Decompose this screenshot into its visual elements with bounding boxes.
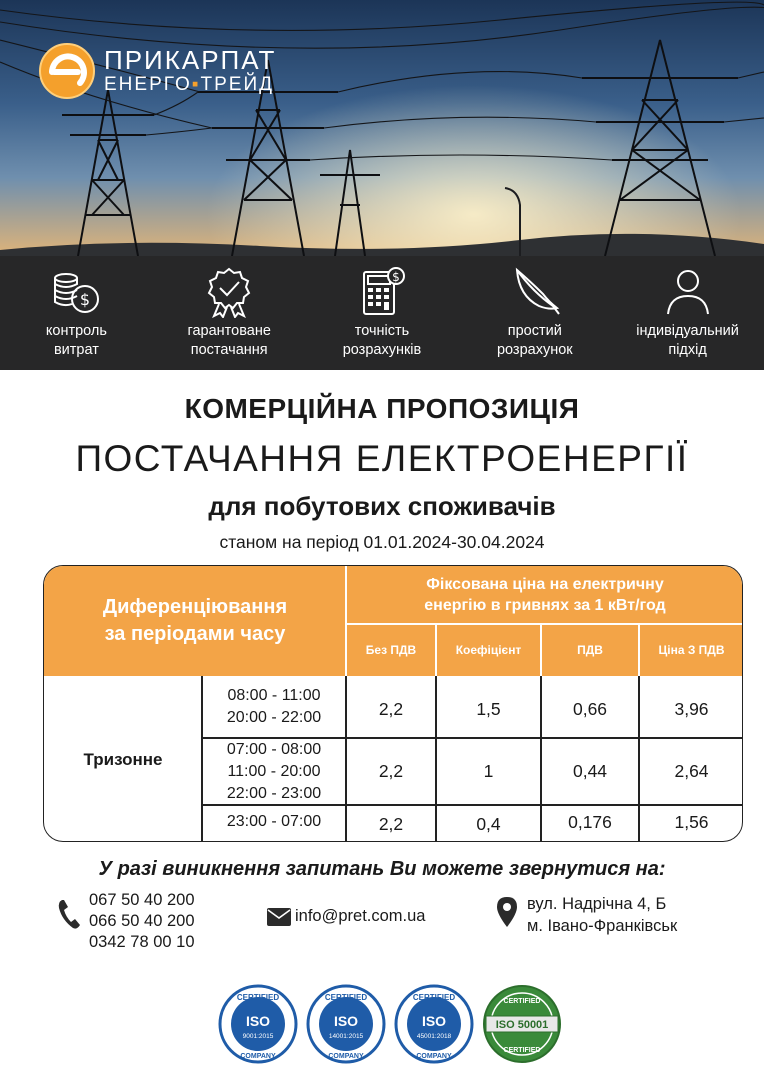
brand-logo[interactable] xyxy=(38,42,276,100)
contact-heading: У разі виникнення запитань Ви можете звернутися на: xyxy=(98,858,666,880)
phone-list xyxy=(89,890,195,953)
phone-number[interactable]: 0342 78 00 10 xyxy=(89,933,195,951)
benefits-bar xyxy=(0,256,764,370)
phone-block xyxy=(57,890,195,953)
price-with-vat: 3,96 xyxy=(674,698,709,719)
benefit-label: простий розрахунок xyxy=(496,323,573,358)
cert-code: 45001:2018 xyxy=(416,1033,452,1040)
benefit-cost-control xyxy=(0,256,153,370)
column-header: Без ПДВ xyxy=(346,624,436,676)
person-icon xyxy=(662,266,714,318)
benefit-simple-calc xyxy=(458,256,611,370)
price-no-vat: 2,2 xyxy=(378,761,404,781)
divider xyxy=(638,624,640,676)
guarantee-badge-icon xyxy=(203,266,255,318)
column-header: Ціна З ПДВ xyxy=(639,624,743,676)
cert-mark: ISO xyxy=(245,1013,271,1029)
iso-14001-badge xyxy=(306,984,386,1064)
price-no-vat: 2,2 xyxy=(378,698,404,719)
iso-50001-badge xyxy=(482,984,562,1064)
email-block xyxy=(267,907,425,926)
phone-icon xyxy=(57,898,81,930)
offer-audience: для побутових споживачів xyxy=(208,491,556,521)
address-city: м. Івано-Франківськ xyxy=(527,917,678,935)
certificate-badges xyxy=(218,984,562,1064)
benefit-guaranteed-supply xyxy=(153,256,306,370)
address-block xyxy=(497,893,677,937)
divider xyxy=(435,624,437,676)
cert-mark: ISO 50001 xyxy=(495,1019,549,1031)
hero-banner xyxy=(0,0,764,370)
price-with-vat: 2,64 xyxy=(674,761,709,781)
coefficient: 0,4 xyxy=(476,813,501,834)
price-no-vat: 2,2 xyxy=(378,813,404,834)
cert-bottom-text: CERTIFIED xyxy=(503,1047,541,1054)
benefit-label: контроль витрат xyxy=(45,323,107,358)
benefit-label: індивідуальний підхід xyxy=(636,323,739,358)
brand-name-line2 xyxy=(104,74,276,96)
benefit-calc-accuracy xyxy=(306,256,459,370)
time-range: 08:00 - 11:00 20:00 - 22:00 xyxy=(226,687,322,726)
price-with-vat: 1,56 xyxy=(674,811,709,832)
mail-icon xyxy=(267,908,291,926)
feather-icon xyxy=(509,266,561,318)
vat: 0,176 xyxy=(568,811,612,832)
column-header: Коефіцієнт xyxy=(436,624,541,676)
brand-dot: ▪ xyxy=(191,74,201,95)
cert-mark: ISO xyxy=(421,1013,447,1029)
coefficient: 1 xyxy=(483,761,494,781)
address-lines xyxy=(527,893,677,937)
price-table xyxy=(43,565,743,842)
coefficient: 1,5 xyxy=(476,698,501,719)
phone-number[interactable]: 067 50 40 200 xyxy=(89,891,195,909)
header-fixed-price xyxy=(346,566,743,624)
phone-number[interactable]: 066 50 40 200 xyxy=(89,912,195,930)
divider xyxy=(540,624,542,676)
header-time-zoning-text: Диференціювання за періодами часу xyxy=(102,596,288,645)
logo-e-icon xyxy=(38,42,96,100)
zone-type: Тризонне xyxy=(83,749,163,769)
location-pin-icon xyxy=(497,897,517,927)
cert-code: 14001:2015 xyxy=(328,1033,364,1040)
offer-title: КОМЕРЦІЙНА ПРОПОЗИЦІЯ xyxy=(184,393,580,424)
svg-text:$: $ xyxy=(80,290,91,309)
cert-bottom-text: COMPANY xyxy=(328,1053,364,1060)
vat: 0,44 xyxy=(572,761,608,781)
benefit-label: точність розрахунків xyxy=(342,323,422,358)
cert-top-text: CERTIFIED xyxy=(503,998,541,1005)
time-range: 23:00 - 07:00 xyxy=(226,813,322,830)
cert-bottom-text: COMPANY xyxy=(240,1053,276,1060)
cert-code: 9001:2015 xyxy=(242,1033,274,1040)
cert-top-text: CERTIFIED xyxy=(324,993,368,1002)
cert-mark: ISO xyxy=(333,1013,359,1029)
brand-name-line1: ПРИКАРПАТ xyxy=(104,45,277,75)
svg-text:$: $ xyxy=(392,270,400,284)
header-time-zoning xyxy=(44,566,346,676)
cert-top-text: CERTIFIED xyxy=(236,993,280,1002)
vat: 0,66 xyxy=(572,698,608,719)
address-street: вул. Надрічна 4, Б xyxy=(527,895,667,913)
offer-subject: ПОСТАЧАННЯ ЕЛЕКТРОЕНЕРГІЇ xyxy=(75,438,689,479)
header-fixed-price-text: Фіксована ціна на електричну енергію в гривнях за 1 кВт/год xyxy=(424,576,666,614)
column-header: ПДВ xyxy=(541,624,639,676)
cert-top-text: CERTIFIED xyxy=(412,993,456,1002)
benefit-label: гарантоване постачання xyxy=(187,323,271,358)
calculator-icon xyxy=(356,266,408,318)
benefit-individual xyxy=(611,256,764,370)
offer-period: станом на період 01.01.2024-30.04.2024 xyxy=(219,532,545,552)
cert-bottom-text: COMPANY xyxy=(416,1053,452,1060)
brand-name-part2: ТРЕЙД xyxy=(200,74,274,95)
iso-9001-badge xyxy=(218,984,298,1064)
time-range: 07:00 - 08:00 11:00 - 20:00 22:00 - 23:00 xyxy=(226,740,322,802)
brand-name-part1: ЕНЕРГО xyxy=(104,74,192,95)
divider xyxy=(346,623,743,625)
email-link[interactable]: info@pret.com.ua xyxy=(295,907,426,925)
coins-dollar-icon xyxy=(50,266,102,318)
iso-45001-badge xyxy=(394,984,474,1064)
